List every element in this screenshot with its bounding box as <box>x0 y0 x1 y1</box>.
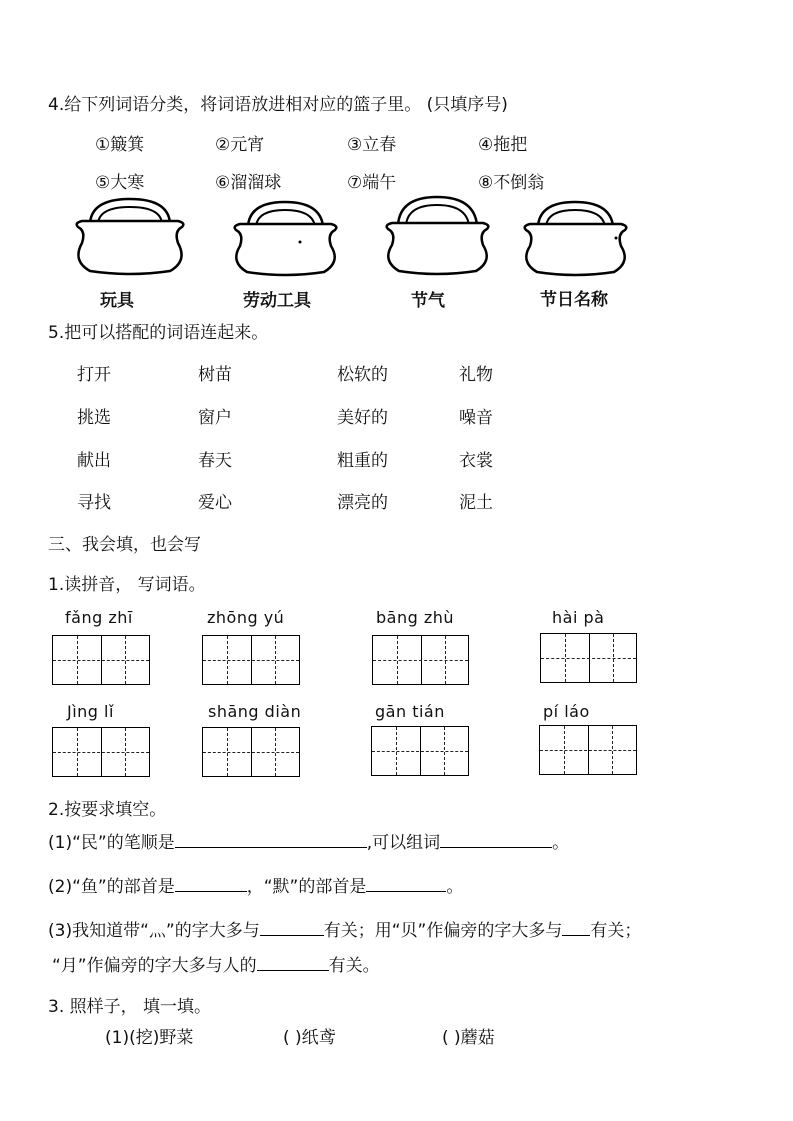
q2-item-2 <box>48 872 463 897</box>
pinyin-label: hài pà <box>552 608 605 627</box>
basket-toys-icon <box>70 195 190 277</box>
answer-blank[interactable] <box>260 934 324 936</box>
q2-item-3-end-2: 有关。 <box>328 956 380 976</box>
answer-blank[interactable] <box>562 934 590 936</box>
q5-word: 爱心 <box>198 493 232 513</box>
tianzige-box[interactable] <box>540 633 637 683</box>
q5-word: 窗户 <box>198 408 232 428</box>
q1-title: 1.读拼音， 写词语。 <box>48 575 206 595</box>
q2-title: 2.按要求填空。 <box>48 800 167 820</box>
q2-item-1 <box>48 828 569 853</box>
pinyin-label: Jìng lǐ <box>67 702 114 721</box>
q5-title: 5.把可以搭配的词语连起来。 <box>48 323 269 343</box>
q2-item-2-mid: ，“默”的部首是 <box>246 877 367 897</box>
basket-label-festivals: 节日名称 <box>540 290 608 310</box>
q5-word: 噪音 <box>459 408 493 428</box>
q5-word: 献出 <box>77 451 111 471</box>
tianzige-box[interactable] <box>202 727 300 777</box>
q3-example: (1)(挖)野菜 <box>105 1028 194 1048</box>
q5-word: 泥土 <box>459 493 493 513</box>
q2-item-1-end: 。 <box>552 833 570 853</box>
q5-word: 衣裳 <box>459 451 493 471</box>
answer-blank[interactable] <box>366 890 446 892</box>
q5-word: 松软的 <box>337 365 388 385</box>
basket-tools-icon <box>228 198 343 278</box>
q5-word: 礼物 <box>459 365 493 385</box>
basket-solar-terms-icon <box>380 195 495 277</box>
q2-item-1-prompt: (1)“民”的笔顺是 <box>48 833 175 853</box>
q2-item-3-cont <box>52 951 380 976</box>
pinyin-label: fǎng zhī <box>65 608 133 627</box>
q2-item-2-end: 。 <box>446 877 464 897</box>
section3-title: 三、我会填，也会写 <box>48 535 201 555</box>
q2-item-3-mid: 有关；用“贝”作偏旁的字大多与 <box>323 921 563 941</box>
tianzige-box[interactable] <box>539 725 637 775</box>
q2-item-1-mid: ,可以组词 <box>366 833 441 853</box>
pinyin-label: gān tián <box>375 702 445 721</box>
q2-item-3-prompt-2: “月”作偏旁的字大多与人的 <box>52 956 257 976</box>
pinyin-label: zhōng yú <box>207 608 285 627</box>
pinyin-label: shāng diàn <box>208 702 302 721</box>
q4-option-2: ②元宵 <box>215 135 265 155</box>
tianzige-box[interactable] <box>202 635 300 685</box>
q4-option-5: ⑤大寒 <box>95 173 145 193</box>
tianzige-box[interactable] <box>372 635 469 685</box>
q5-word: 漂亮的 <box>337 493 388 513</box>
answer-blank[interactable] <box>440 846 552 848</box>
basket-label-solar-terms: 节气 <box>411 291 445 311</box>
q5-word: 挑选 <box>77 408 111 428</box>
q3-blank-item[interactable]: ( )纸鸢 <box>283 1028 336 1048</box>
q5-word: 打开 <box>77 365 111 385</box>
q4-title: 4.给下列词语分类，将词语放进相对应的篮子里。 (只填序号) <box>48 95 508 115</box>
q4-option-3: ③立春 <box>347 135 397 155</box>
answer-blank[interactable] <box>257 969 329 971</box>
q4-option-7: ⑦端午 <box>347 173 397 193</box>
pinyin-label: bāng zhù <box>376 608 455 627</box>
q2-item-3-end: 有关； <box>590 921 642 941</box>
tianzige-box[interactable] <box>52 635 150 685</box>
q4-option-6: ⑥溜溜球 <box>215 173 282 193</box>
q5-word: 春天 <box>198 451 232 471</box>
q4-option-8: ⑧不倒翁 <box>478 173 545 193</box>
q2-item-3-prompt: (3)我知道带“灬”的字大多与 <box>48 921 260 941</box>
q5-word: 粗重的 <box>337 451 388 471</box>
tianzige-box[interactable] <box>52 727 150 777</box>
q5-word: 树苗 <box>198 365 232 385</box>
q2-item-3 <box>48 916 641 941</box>
answer-blank[interactable] <box>175 890 247 892</box>
q5-word: 美好的 <box>337 408 388 428</box>
pinyin-label: pí láo <box>543 702 590 721</box>
q3-title: 3. 照样子， 填一填。 <box>48 997 212 1017</box>
answer-blank[interactable] <box>175 846 367 848</box>
basket-festivals-icon <box>518 198 633 278</box>
basket-label-tools: 劳动工具 <box>243 291 311 311</box>
basket-label-toys: 玩具 <box>100 291 134 311</box>
q3-blank-item[interactable]: ( )蘑菇 <box>442 1028 495 1048</box>
q4-option-4: ④拖把 <box>478 135 528 155</box>
tianzige-box[interactable] <box>371 726 469 776</box>
q4-option-1: ①簸箕 <box>95 135 145 155</box>
q2-item-2-prompt: (2)“鱼”的部首是 <box>48 877 175 897</box>
q5-word: 寻找 <box>77 493 111 513</box>
